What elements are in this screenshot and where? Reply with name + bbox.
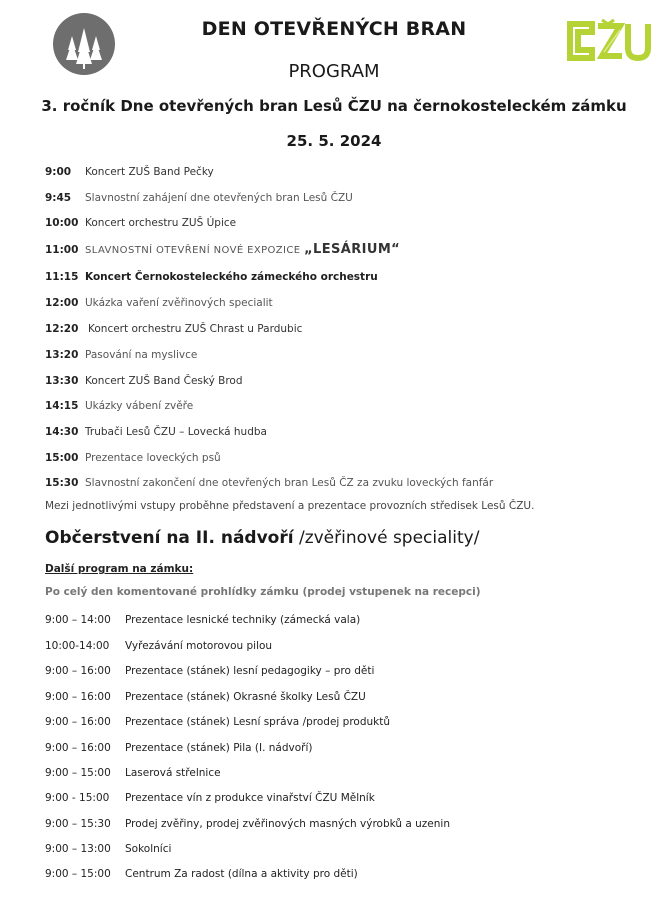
schedule-row <box>0 189 668 207</box>
program-heading: PROGRAM <box>288 61 380 82</box>
exposition-opening-text: SLAVNOSTNÍ OTEVŘENÍ NOVÉ EXPOZICE <box>85 245 301 256</box>
schedule-row <box>0 294 668 312</box>
schedule-time: 10:00 <box>45 217 79 229</box>
program-text: Laserová střelnice <box>125 767 221 779</box>
schedule-time: 9:45 <box>45 192 72 204</box>
program-text: Prezentace lesnické techniky (zámecká vala) <box>125 614 361 626</box>
program-row <box>0 865 668 883</box>
program-time: 9:00 – 15:00 <box>45 868 111 880</box>
schedule-time: 15:30 <box>45 477 79 489</box>
program-text: Centrum Za radost (dílna a aktivity pro děti) <box>125 868 358 880</box>
schedule-text: Ukázka vaření zvěřinových specialit <box>85 297 273 309</box>
presentation-note: Mezi jednotlivými vstupy proběhne představení a prezentace provozních středisek Lesů ČZU. <box>45 500 535 512</box>
program-row <box>0 840 668 858</box>
page-title: DEN OTEVŘENÝCH BRAN <box>201 18 467 40</box>
schedule-row <box>0 320 668 338</box>
program-row <box>0 688 668 706</box>
program-time: 9:00 – 14:00 <box>45 614 111 626</box>
program-text: Prezentace (stánek) Lesní správa /prodej produktů <box>125 716 391 728</box>
program-text: Sokolníci <box>125 843 172 855</box>
schedule-row <box>0 449 668 467</box>
program-row <box>0 611 668 629</box>
program-text: Vyřezávání motorovou pilou <box>125 640 273 652</box>
schedule-time: 9:00 <box>45 166 72 178</box>
schedule-text: Pasování na myslivce <box>85 349 198 361</box>
schedule-text: Koncert ZUŠ Band Pečky <box>85 166 214 178</box>
schedule-text: Koncert orchestru ZUŠ Úpice <box>85 217 237 229</box>
subtitle: 3. ročník Dne otevřených bran Lesů ČZU na černokosteleckém zámku <box>41 97 627 115</box>
event-date: 25. 5. 2024 <box>286 132 382 150</box>
schedule-time: 15:00 <box>45 452 79 464</box>
program-row <box>0 637 668 655</box>
schedule-text: Koncert orchestru ZUŠ Chrast u Pardubic <box>88 323 303 335</box>
schedule-row <box>0 423 668 441</box>
schedule-row <box>0 474 668 492</box>
schedule-time: 12:20 <box>45 323 79 335</box>
schedule-row <box>0 268 668 286</box>
refreshment-location: Občerstvení na II. nádvoří <box>45 528 294 548</box>
program-time: 9:00 - 15:00 <box>45 792 110 804</box>
schedule-time: 11:15 <box>45 271 79 283</box>
program-time: 9:00 – 16:00 <box>45 716 111 728</box>
schedule-row <box>0 241 668 259</box>
schedule-time: 14:30 <box>45 426 79 438</box>
schedule-time: 14:15 <box>45 400 79 412</box>
schedule-text: Ukázky vábení zvěře <box>85 400 194 412</box>
program-row <box>0 739 668 757</box>
schedule-time: 13:30 <box>45 375 79 387</box>
program-row <box>0 815 668 833</box>
schedule-time: 13:20 <box>45 349 79 361</box>
program-text: Prezentace (stánek) Okrasné školky Lesů ČZU <box>125 691 366 703</box>
schedule-row <box>0 346 668 364</box>
schedule-text: Prezentace loveckých psů <box>85 452 221 464</box>
schedule-time: 11:00 <box>45 244 79 256</box>
program-time: 9:00 – 15:30 <box>45 818 111 830</box>
program-row <box>0 662 668 680</box>
schedule-text: Slavnostní zakončení dne otevřených bran Lesů ČZ za zvuku loveckých fanfár <box>85 477 494 489</box>
schedule-row <box>0 372 668 390</box>
schedule-text: Trubači Lesů ČZU – Lovecká hudba <box>85 426 267 438</box>
program-text: Prezentace (stánek) lesní pedagogiky – pro děti <box>125 665 375 677</box>
refreshment-detail: /zvěřinové speciality/ <box>293 528 480 548</box>
schedule-text: Koncert Černokosteleckého zámeckého orchestru <box>85 271 378 283</box>
program-text: Prezentace (stánek) Pila (I. nádvoří) <box>125 742 313 754</box>
program-time: 9:00 – 16:00 <box>45 691 111 703</box>
program-time: 9:00 – 16:00 <box>45 742 111 754</box>
program-time: 9:00 – 15:00 <box>45 767 111 779</box>
schedule-row <box>0 397 668 415</box>
lesarium-highlight: „LESÁRIUM“ <box>304 242 401 257</box>
more-program-label: Další program na zámku: <box>45 563 194 575</box>
schedule-text: Koncert ZUŠ Band Český Brod <box>85 375 243 387</box>
program-row <box>0 713 668 731</box>
program-time: 9:00 – 16:00 <box>45 665 111 677</box>
program-text: Prezentace vín z produkce vinařství ČZU Mělník <box>125 792 375 804</box>
all-day-tours: Po celý den komentované prohlídky zámku (prodej vstupenek na recepci) <box>45 586 481 598</box>
program-time: 10:00-14:00 <box>45 640 110 652</box>
schedule-text <box>85 241 400 260</box>
schedule-row <box>0 214 668 232</box>
program-text: Prodej zvěřiny, prodej zvěřinových masných výrobků a uzenin <box>125 818 450 830</box>
program-time: 9:00 – 13:00 <box>45 843 111 855</box>
schedule-row <box>0 163 668 181</box>
program-row <box>0 764 668 782</box>
refreshment-heading <box>45 528 479 548</box>
schedule-time: 12:00 <box>45 297 79 309</box>
schedule-text: Slavnostní zahájení dne otevřených bran Lesů ČZU <box>85 192 353 204</box>
program-row <box>0 789 668 807</box>
